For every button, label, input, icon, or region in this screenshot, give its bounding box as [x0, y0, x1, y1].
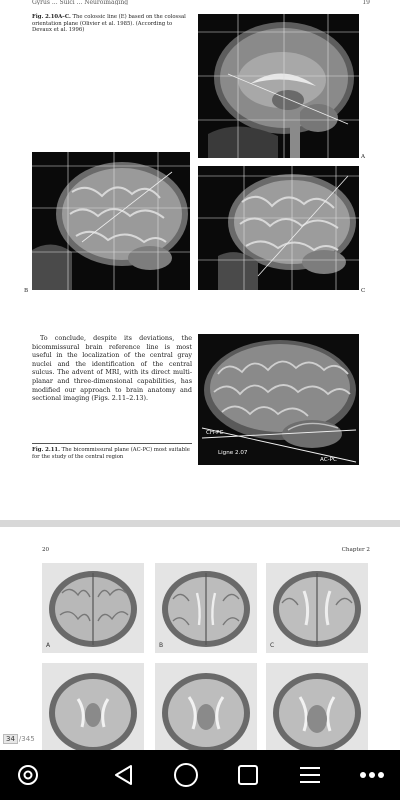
more-dots-icon	[359, 771, 385, 779]
slice-letter-b: B	[159, 642, 164, 649]
more-button[interactable]	[352, 760, 392, 790]
page-number: 19	[362, 0, 370, 5]
mri-sagittal-lateral-image-c	[198, 166, 359, 290]
current-page[interactable]: 34	[3, 734, 18, 744]
menu-lines-icon	[298, 765, 322, 785]
axial-slice-f	[266, 663, 368, 750]
slice-letter-a: A	[46, 642, 51, 649]
circle-dot-button[interactable]	[8, 760, 48, 790]
figure-caption-2-10: Fig. 2.10A–C. The colossic line (E) based on the colossal orientation plane (Olivier et al. 1985). (According to Devaux et al. 1996)	[32, 14, 186, 34]
page-separator	[0, 520, 400, 527]
running-head: Gyrus ... Sulci ... Neuroimaging 19	[32, 0, 370, 5]
figure-caption-2-11: Fig. 2.11. The bicommissural plane (AC-PC) most suitable for the study of the central region	[32, 447, 190, 460]
recents-square-icon	[237, 764, 259, 786]
panel-letter-b: B	[24, 288, 29, 294]
back-triangle-icon	[112, 763, 136, 787]
total-pages: /345	[18, 735, 35, 743]
home-circle-icon	[173, 762, 199, 788]
recents-button[interactable]	[228, 760, 268, 790]
document-page-20	[0, 527, 400, 750]
body-paragraph: To conclude, despite its deviations, the bicommissural brain reference line is most useful in the localization of the central gray nuclei and the identification of the central sulcus. The advent of MRI, with its direct multi-planar and three-dimensional capabilities, has modified our approach to brain anatomy and sectional imaging (Figs. 2.11–2.13).	[32, 334, 192, 403]
axial-slice-c	[266, 563, 368, 653]
chapter-label: Chapter 2	[341, 547, 370, 553]
axial-slice-d	[42, 663, 144, 750]
axial-slice-a	[42, 563, 144, 653]
label-ac-pc: AC-PC	[320, 457, 337, 463]
back-button[interactable]	[104, 760, 144, 790]
page-number: 20	[42, 547, 50, 553]
label-ch-pc: CH-PC	[206, 430, 224, 436]
panel-letter-a: A	[361, 154, 366, 160]
mri-sagittal-lateral-image-b	[32, 152, 190, 290]
slice-letter-c: C	[270, 642, 275, 649]
menu-button[interactable]	[290, 760, 330, 790]
page-indicator[interactable]	[3, 733, 35, 745]
panel-letter-c: C	[361, 288, 366, 294]
axial-slice-e	[155, 663, 257, 750]
circle-dot-icon	[17, 764, 39, 786]
navigation-bar	[0, 750, 400, 800]
home-button[interactable]	[166, 760, 206, 790]
label-ligne: Ligne 2.07	[218, 450, 248, 456]
mri-sagittal-midline-image	[198, 14, 359, 158]
caption-divider	[32, 443, 192, 444]
axial-slice-b	[155, 563, 257, 653]
mri-3d-brain-surface-image	[198, 334, 359, 465]
